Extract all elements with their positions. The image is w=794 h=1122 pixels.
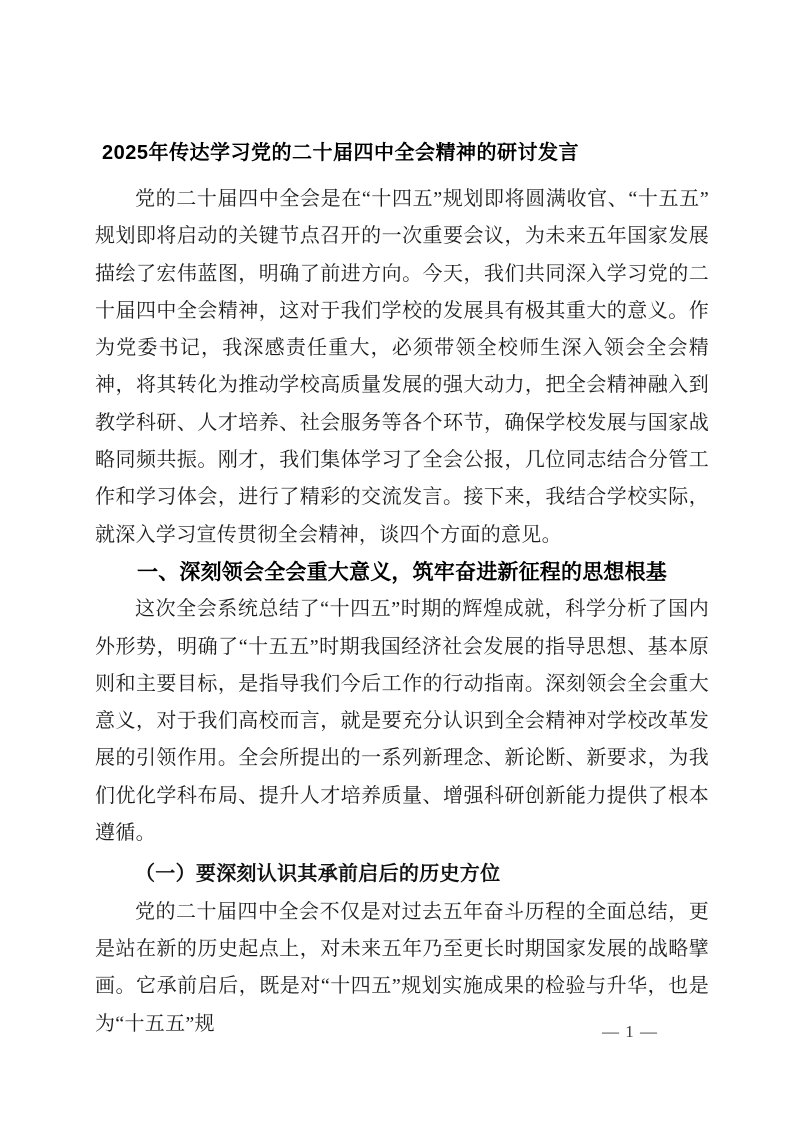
paragraph-subsection-1-1: 党的二十届四中全会不仅是对过去五年奋斗历程的全面总结，更是站在新的历史起点上，对未来五年乃至更长时期国家发展的战略擘画。它承前启后，既是对“十四五”规划实施成果的检验与升华，也是为“十五五”规 [95, 900, 709, 1035]
paragraph-intro: 党的二十届四中全会是在“十四五”规划即将圆满收官、“十五五”规划即将启动的关键节点召开的一次重要会议，为未来五年国家发展描绘了宏伟蓝图，明确了前进方向。今天，我们共同深入学习党的二十届四中全会精神，这对于我们学校的发展具有极其重大的意义。作为党委书记，我深感责任重大，必须带领全校师生深入领会全会精神，将其转化为推动学校高质量发展的强大动力，把全会精神融入到教学科研、人才培养、社会服务等各个环节，确保学校发展与国家战略同频共振。刚才，我们集体学习了全会公报，几位同志结合分管工作和学习体会，进行了精彩的交流发言。接下来，我结合学校实际，就深入学习宣传贯彻全会精神，谈四个方面的意见。 [95, 188, 709, 546]
paragraph-section-1: 这次全会系统总结了“十四五”时期的辉煌成就，科学分析了国内外形势，明确了“十五五”时期我国经济社会发展的指导思想、基本原则和主要目标，是指导我们今后工作的行动指南。深刻领会全会重大意义，对于我们高校而言，就是要充分认识到全会精神对学校改革发展的引领作用。全会所提出的一系列新理念、新论断、新要求，为我们优化学科布局、提升人才培养质量、增强科研创新能力提供了根本遵循。 [95, 598, 709, 845]
document-content [95, 0, 709, 1043]
subsection-heading-1-1: （一）要深刻认识其承前启后的历史方位 [135, 863, 501, 886]
page-number: — 1 — [602, 1022, 658, 1041]
section-heading-1: 一、深刻领会全会重大意义，筑牢奋进新征程的思想根基 [137, 560, 667, 584]
document-title: 2025年传达学习党的二十届四中全会精神的研讨发言 [102, 142, 579, 164]
